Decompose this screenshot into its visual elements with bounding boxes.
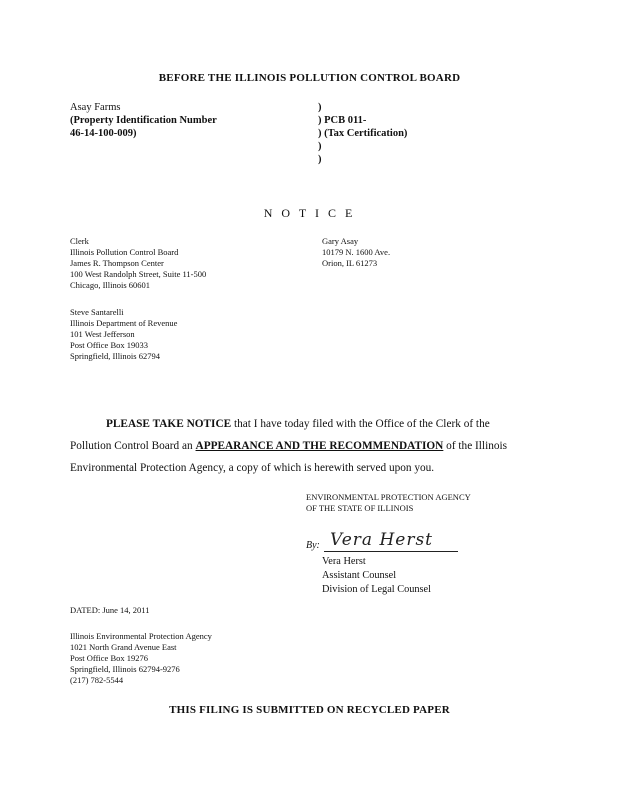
- address-line: Post Office Box 19033: [70, 340, 148, 350]
- address-line: Springfield, Illinois 62794-9276: [70, 664, 180, 674]
- address-line: Orion, IL 61273: [322, 258, 378, 268]
- signature-agency: [306, 492, 471, 514]
- handwritten-signature: Vera Herst: [330, 530, 434, 550]
- address-line: Post Office Box 19276: [70, 653, 148, 663]
- appearance-recommendation: APPEARANCE AND THE RECOMMENDATION: [195, 440, 444, 452]
- caption-pin-line-2: 46-14-100-009): [70, 128, 137, 139]
- revenue-address: [70, 307, 177, 362]
- board-heading: BEFORE THE ILLINOIS POLLUTION CONTROL BOARD: [158, 72, 461, 84]
- address-line: Springfield, Illinois 62794: [70, 351, 160, 361]
- caption-paren: ): [318, 154, 322, 165]
- notice-title: N O T I C E: [263, 206, 356, 220]
- agency-line: ENVIRONMENTAL PROTECTION AGENCY: [306, 492, 471, 502]
- address-line: Clerk: [70, 236, 89, 246]
- paragraph-line-2: Pollution Control Board an APPEARANCE AND THE RECOMMENDATION of the Illinois: [70, 440, 508, 452]
- caption-right: [318, 101, 407, 166]
- agency-address: [70, 631, 212, 686]
- address-line: Illinois Environmental Protection Agency: [70, 631, 212, 641]
- paragraph-line-1: PLEASE TAKE NOTICE that I have today filed with the Office of the Clerk of the: [106, 418, 490, 430]
- address-line: James R. Thompson Center: [70, 258, 164, 268]
- by-label: By:: [306, 540, 320, 551]
- gary-address: [322, 236, 390, 269]
- caption-paren: ): [318, 102, 322, 113]
- caption-case-type: ) (Tax Certification): [318, 128, 408, 139]
- address-line: 100 West Randolph Street, Suite 11-500: [70, 269, 207, 279]
- address-line: (217) 782-5544: [70, 675, 124, 685]
- address-line: 101 West Jefferson: [70, 329, 135, 339]
- signer-details: [322, 555, 431, 597]
- caption-case-number: ) PCB 011-: [318, 115, 367, 126]
- address-line: Illinois Pollution Control Board: [70, 247, 179, 257]
- signature-line: [324, 551, 458, 552]
- signer-title: Assistant Counsel: [322, 570, 397, 581]
- signer-name: Vera Herst: [322, 556, 366, 567]
- recycled-paper-footer: THIS FILING IS SUBMITTED ON RECYCLED PAPER: [169, 704, 450, 716]
- caption-left: [70, 101, 217, 140]
- address-line: 1021 North Grand Avenue East: [70, 642, 177, 652]
- please-take-notice: PLEASE TAKE NOTICE: [106, 418, 232, 430]
- caption-paren: ): [318, 141, 322, 152]
- caption-party: Asay Farms: [70, 102, 121, 113]
- dated-line: DATED: June 14, 2011: [70, 605, 150, 615]
- address-line: Chicago, Illinois 60601: [70, 280, 151, 290]
- notice-paragraph: [70, 413, 550, 479]
- address-line: Illinois Department of Revenue: [70, 318, 178, 328]
- address-line: 10179 N. 1600 Ave.: [322, 247, 391, 257]
- signer-division: Division of Legal Counsel: [322, 584, 431, 595]
- paragraph-line-3: Environmental Protection Agency, a copy of which is herewith served upon you.: [70, 462, 435, 474]
- agency-line: OF THE STATE OF ILLINOIS: [306, 503, 414, 513]
- caption-pin-line-1: (Property Identification Number: [70, 115, 217, 126]
- address-line: Steve Santarelli: [70, 307, 124, 317]
- address-line: Gary Asay: [322, 236, 359, 246]
- clerk-address: [70, 236, 206, 291]
